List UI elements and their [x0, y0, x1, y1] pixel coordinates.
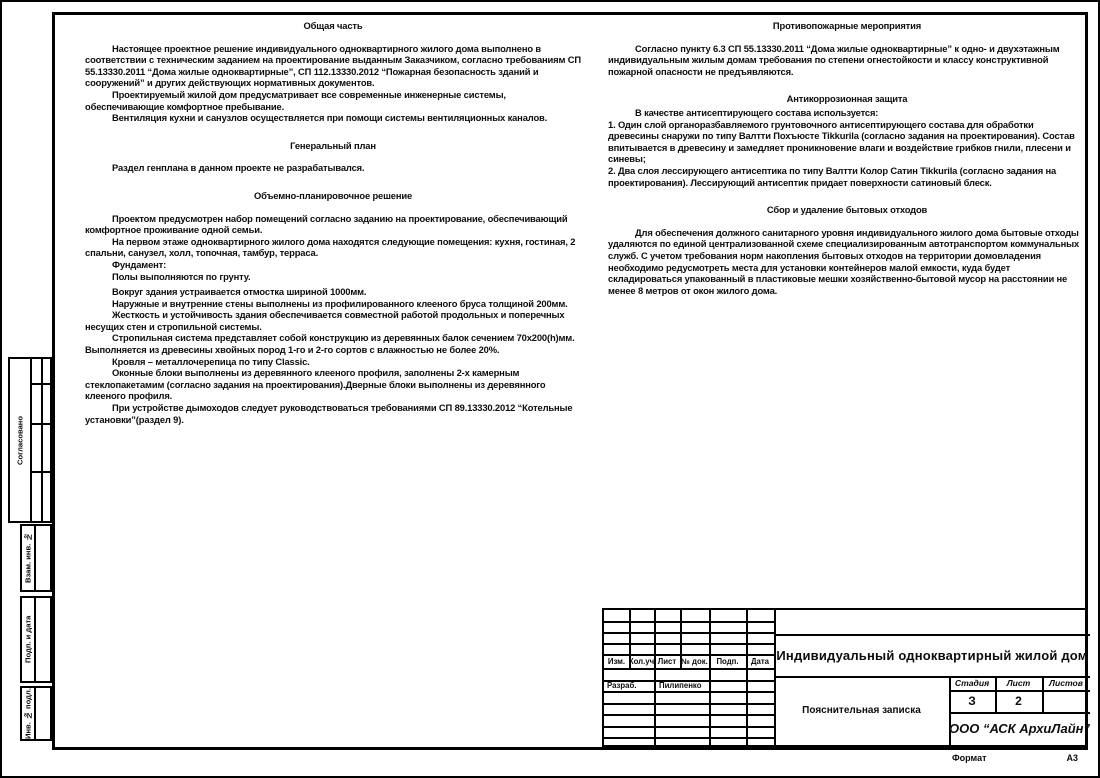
section-genplan [85, 140, 581, 174]
col-data: Дата [750, 656, 770, 666]
section-heading: Объемно-планировочное решение [253, 189, 413, 201]
paragraph: Наружные и внутренние стены выполнены из профилированного клееного бруса толщиной 200мм. [112, 297, 568, 309]
sheet-value: 2 [1015, 694, 1022, 708]
text-column-right [608, 20, 1086, 298]
line [604, 668, 774, 670]
section-heading: Противопожарные мероприятия [772, 20, 922, 31]
section-heading: Генеральный план [290, 139, 376, 151]
paragraph: Кровля – металлочерепица по типу Classic. [112, 355, 310, 367]
line [604, 621, 774, 623]
paragraph: Оконные блоки выполнены из деревянного клееного профиля, заполнены 2-х камерным стеклопакетамим (согласно задания на проектирования).Дверные блоки выполнены из деревянного клееного профиля. [85, 367, 546, 402]
paragraph: Согласно пункту 6.3 СП 55.13330.2011 “Дома жилые одноквартирные” к одно- и двухэтажным индивидуальным жилым домам требования по степени огнестойкости и классу конструктивной пожарной опасности не предъявляются. [608, 42, 1060, 77]
sheets-label: Листов [1049, 678, 1083, 688]
line [604, 643, 774, 645]
line [654, 610, 656, 745]
section-waste [608, 204, 1086, 296]
paragraph: Стропильная система представляет собой конструкцию из деревянных балок сечением 70х200(h)мм. Выполняется из древесины хвойных пород 1-го и 2-го сортов с влажностью не более 20%. [85, 332, 575, 356]
paragraph: Проектируемый жилой дом предусматривает все современные инженерные системы, обеспечивающие комфортное пребывание. [85, 88, 506, 112]
line [30, 471, 50, 473]
section-heading: Сбор и удаление бытовых отходов [766, 204, 928, 216]
section-anticorrosion [608, 93, 1086, 188]
company-name: ООО “АСК АрхиЛайн” [949, 721, 1090, 736]
text-column-left [85, 20, 581, 427]
col-koluch: Кол.уч [628, 656, 655, 666]
paragraph: Проектом предусмотрен набор помещений согласно заданию на проектирование, обеспечивающий комфортное проживание одной семьи. [85, 212, 568, 236]
sheets-value [1042, 690, 1090, 712]
section-fire-safety [608, 20, 1086, 77]
paragraph: На первом этаже одноквартирного жилого дома находятся следующие помещения: кухня, гостиная, 2 спальни, санузел, холл, топочная, тамбур, терраса. [85, 235, 576, 259]
line [604, 726, 774, 728]
line [604, 632, 774, 634]
line [30, 423, 50, 425]
paragraph: Фундамент: [112, 258, 167, 270]
paragraph: 1. Один слой органоразбавляемого грунтовочного антисептирующего состава для обработки древесины снаружи по типу Валтти Похъюсте Tikkurila (согласно задания на проектирования). Состав впитывается в древесину и замедляет проникновение влаги и воздействие грибков гнили, плесени и синевы; [608, 118, 1075, 165]
podp-data-label: Подп. и дата [23, 615, 33, 664]
section-heading: Общая часть [303, 20, 363, 31]
line [604, 714, 774, 716]
paragraph: В качестве антисептирующего состава используется: [635, 106, 879, 118]
approval-label: Согласовано [15, 415, 25, 465]
col-list: Лист [657, 656, 677, 666]
line [746, 610, 748, 745]
section-heading: Антикоррозионная защита [786, 93, 908, 105]
paragraph: Полы выполняются по грунту. [112, 270, 251, 282]
format-value: А3 [1066, 753, 1078, 763]
line [604, 703, 774, 705]
podp-data-stamp [20, 596, 52, 683]
inv-podl-label: Инв. № подл. [23, 688, 33, 739]
project-title: Индивидуальный одноквартирный жилой дом [776, 647, 1088, 663]
col-podp: Подп. [716, 656, 739, 666]
paragraph: Для обеспечения должного санитарного уровня индивидуального жилого дома бытовые отходы удаляются по единой централизованной схеме специализированным автотранспортом коммунальных служб. С учетом требования норм накопления бытовых отходов на территории домовладения необходимо редусмотреть места для установки контейнеров малой емкости, куда будет складироваться упакованный в пластиковые мешки хозяйственно-бытовой мусор на расстоянии не менее 8 метров от окон жилого дома. [608, 226, 1080, 296]
paragraph: Раздел генплана в данном проекте не разрабатывался. [112, 162, 365, 174]
paragraph: При устройстве дымоходов следует руководствоваться требованиями СП 89.13330.2012 “Котельные установки”(раздел 9). [85, 402, 573, 425]
format-note [940, 753, 1090, 763]
line [709, 610, 711, 745]
sheet-label: Лист [1006, 678, 1031, 688]
title-block [602, 608, 1088, 747]
vzam-inv-stamp [20, 524, 52, 592]
col-izm: Изм. [607, 656, 626, 666]
stage-value: З [968, 694, 976, 708]
razrab-name: Пилипенко [659, 681, 702, 690]
line [604, 691, 774, 693]
col-ndok: № док. [681, 656, 708, 666]
section-general [85, 20, 581, 124]
line [34, 598, 36, 681]
line [30, 383, 50, 385]
section-space-planning [85, 190, 581, 425]
paragraph: Жесткость и устойчивость здания обеспечивается совместной работой продольных и поперечных несущих стен и стропильной системы. [85, 309, 565, 332]
doc-title: Пояснительная записка [802, 705, 921, 716]
stage-label: Стадия [954, 678, 990, 688]
paragraph: Вокруг здания устраивается отмостка шириной 1000мм. [112, 286, 367, 298]
line [34, 688, 36, 739]
inv-podl-stamp [20, 686, 52, 741]
vzam-inv-label: Взам. инв. № [23, 532, 33, 584]
paragraph: 2. Два слоя лессирующего антисептика по типу Валтти Колор Сатин Tikkurila (согласно задания на проектирования). Лессирующий антисептик придает поверхности сатиновый блеск. [608, 164, 1057, 188]
line [604, 737, 774, 739]
line [34, 526, 36, 590]
razrab-label: Разраб. [607, 681, 637, 690]
paragraph: Настоящее проектное решение индивидуального одноквартирного жилого дома выполнено в соответствии с техническим заданием на проектирование выданным Заказчиком, согласно требованиям СП 55.13330.2011 “Дома жилые одноквартирные”, СП 112.13330.2012 “Пожарная безопасность зданий и сооружений” и других действующих нормативных документов. [85, 42, 581, 89]
paragraph: Вентиляция кухни и санузлов осуществляется при помощи системы вентиляционных каналов. [112, 112, 548, 124]
approval-stamp [8, 357, 52, 523]
format-label: Формат [952, 753, 987, 763]
